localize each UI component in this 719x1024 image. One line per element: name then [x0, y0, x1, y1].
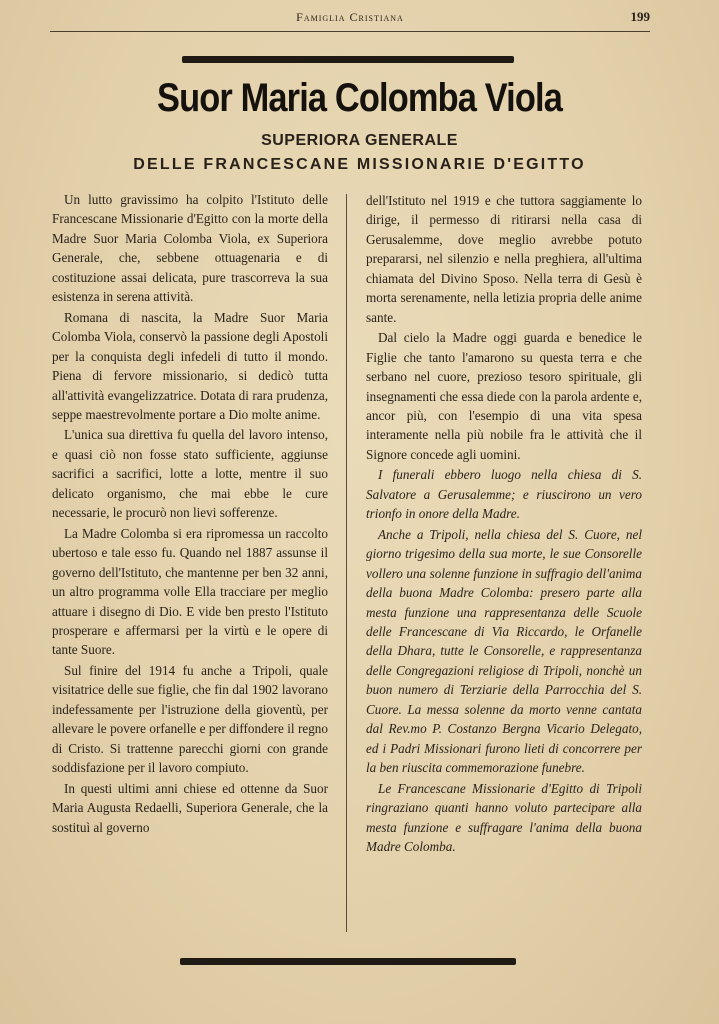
paragraph: Dal cielo la Madre oggi guarda e benedice le Figlie che tanto l'amarono su questa terra e che serbano nel cuore, prezioso tesoro spirituale, gli insegnamenti che essa diede con la parola ardente e, ancor più, con l'esempio di una vita spesa interamente nella più nobile fra le attività che il Signore concede agli uomini. [366, 330, 642, 462]
paragraph: dell'Istituto nel 1919 e che tuttora saggiamente lo dirige, il permesso di ritirarsi nella casa di Gerusalemme, dove meglio avrebbe potuto prepararsi, nel silenzio e nella preghiera, all'ultima chiamata del Divino Sposo. Nella terra di Gesù è morta serenamente, nella letizia propria delle anime sante. [366, 193, 642, 325]
column-divider [346, 194, 347, 932]
article-subtitle-1: SUPERIORA GENERALE [261, 132, 458, 149]
paragraph: I funerali ebbero luogo nella chiesa di S. Salvatore a Gerusalemme; e riuscirono un vero trionfo in onore della Madre. [366, 467, 642, 522]
paragraph: Anche a Tripoli, nella chiesa del S. Cuore, nel giorno trigesimo della sua morte, le sue Consorelle vollero una solenne funzione in suffragio dell'anima della buona Madre Colomba: presero parte alla mesta funzione una rappresentanza delle Scuole delle Francescane di Via Riccardo, le Orfanelle della Dhara, tutte le Consorelle, e rappresentanza delle Congregazioni religiose di Tripoli, nonchè un buon numero di Terziarie della Parrocchia del S. Cuore. La messa solenne da morto venne cantata dal Rev.mo P. Costanzo Bergna Vicario Delegato, ed i Padri Missionari furono lieti di concorrere per la ben riuscita commemorazione funebre. [366, 526, 642, 776]
paragraph: Sul finire del 1914 fu anche a Tripoli, quale visitatrice delle sue figlie, che fin dal 1902 lavorano indefessamente per l'istruzione della gioventù, per allevare le povere orfanelle e per diffondere il regno di Cristo. Si trattenne parecchi giorni con grande soddisfazione per il lavoro compiuto. [52, 662, 328, 776]
top-ornament-rule [182, 56, 514, 63]
right-column [366, 191, 642, 856]
paragraph: La Madre Colomba si era ripromessa un raccolto ubertoso e tale esso fu. Quando nel 1887 assunse il governo dell'Istituto, che mantenne per ben 32 anni, un altro programma volle Ella tracciare per meglio attuare i disegno di Dio. E vide ben presto l'Istituto prosperare e affermarsi per la virtù e le opere di tante Suore. [52, 525, 328, 658]
page-number: 199 [630, 9, 650, 24]
paragraph: In questi ultimi anni chiese ed ottenne da Suor Maria Augusta Redaelli, Superiora Generale, che la sostituì al governo [52, 780, 328, 835]
running-head [50, 7, 650, 29]
article-subtitle-2: DELLE FRANCESCANE MISSIONARIE D'EGITTO [133, 156, 586, 173]
paragraph: Le Francescane Missionarie d'Egitto di Tripoli ringraziano quanti hanno voluto partecipare alla mesta funzione e suffragare l'anima della buona Madre Colomba. [366, 780, 642, 854]
article-title: Suor Maria Colomba Viola [156, 76, 562, 120]
header-rule [50, 31, 650, 32]
paragraph: L'unica sua direttiva fu quella del lavoro intenso, e quasi ciò non fosse stato sufficiente, aggiunse sacrifici a sacrifici, lotte a lotte, mentre il suo delicato organismo, che mai ebbe le cure necessarie, le procurò non lievi sofferenze. [52, 427, 328, 521]
running-title: Famiglia Cristiana [296, 10, 404, 24]
bottom-ornament-rule [180, 958, 516, 965]
left-column [52, 190, 328, 837]
paragraph: Romana di nascita, la Madre Suor Maria Colomba Viola, conservò la passione degli Apostoli per la conquista degli infedeli di tutto il mondo. Piena di fervore missionario, si dedicò tutta all'attività evangelizzatrice. Dotata di rara prudenza, seppe maestrevolmente portare a Dio molte anime. [52, 309, 328, 422]
paragraph: Un lutto gravissimo ha colpito l'Istituto delle Francescane Missionarie d'Egitto con la morte della Madre Suor Maria Colomba Viola, ex Superiora Generale, che, sebbene ottuagenaria e di costituzione assai delicata, pure trascorreva la sua esistenza in serena attività. [52, 192, 328, 305]
